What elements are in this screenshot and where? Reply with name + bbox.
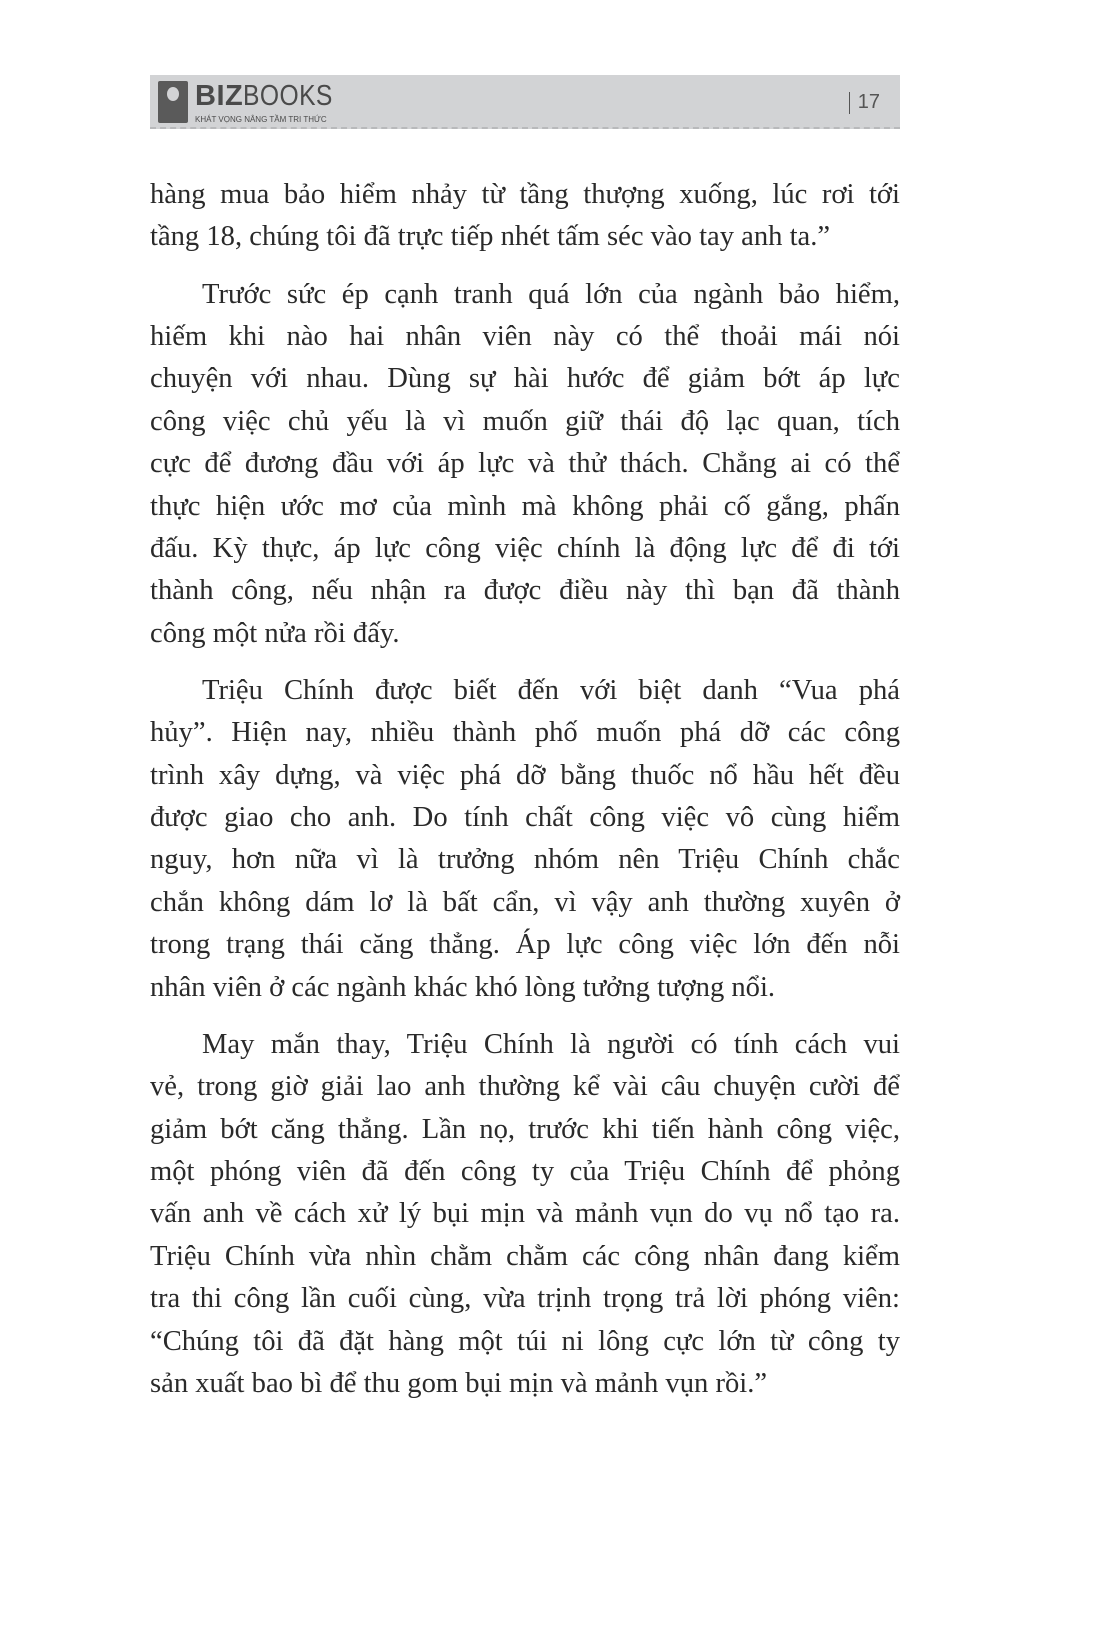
brand-name [195,80,349,112]
text-line: công việc chủ yếu là vì muốn giữ thái độ lạc quan, tích [150,405,900,437]
paragraph [150,174,900,259]
text-line: May mắn thay, Triệu Chính là người có tính cách vui [202,1028,900,1060]
text-line: Triệu Chính được biết đến với biệt danh “Vua phá [202,674,900,706]
text-line: Triệu Chính vừa nhìn chằm chằm các công nhân đang kiểm [150,1240,900,1272]
text-line: trong trạng thái căng thẳng. Áp lực công việc lớn đến nỗi [150,929,900,961]
text-line: hiếm khi nào hai nhân viên này có thể thoải mái nói [150,320,900,352]
paragraph [150,274,900,656]
text-line: vẻ, trong giờ giải lao anh thường kể vài câu chuyện cười để [150,1071,900,1103]
text-line: công một nửa rồi đấy. [150,617,400,649]
text-line: thành công, nếu nhận ra được điều này thì bạn đã thành [150,575,900,607]
body-text [150,174,900,1420]
text-line: hàng mua bảo hiểm nhảy từ tầng thượng xuống, lúc rơi tới [150,179,900,210]
text-line: một phóng viên đã đến công ty của Triệu Chính để phỏng [150,1155,900,1187]
text-line: nguy, hơn nữa vì là trưởng nhóm nên Triệu Chính chắc [150,844,900,876]
brand-tagline: KHÁT VỌNG NÂNG TẦM TRI THỨC [195,115,327,124]
running-header [150,75,900,129]
text-line: hủy”. Hiện nay, nhiều thành phố muốn phá dỡ các công [150,717,900,749]
text-line: thực hiện ước mơ của mình mà không phải cố gắng, phấn [150,490,900,522]
text-line: cực để đương đầu với áp lực và thử thách. Chẳng ai có thể [150,448,900,480]
text-line: chắn không dám lơ là bất cẩn, vì vậy anh thường xuyên ở [150,886,900,918]
text-line: sản xuất bao bì để thu gom bụi mịn và mảnh vụn rồi.” [150,1367,768,1399]
page-number [849,91,880,114]
page-number-text: 17 [857,91,880,113]
brand-bold: BIZ [195,80,244,112]
text-line: chuyện với nhau. Dùng sự hài hước để giảm bớt áp lực [150,363,900,395]
text-line: trình xây dựng, và việc phá dỡ bằng thuốc nổ hầu hết đều [150,759,900,791]
text-line: được giao cho anh. Do tính chất công việc vô cùng hiểm [150,802,900,834]
text-line: vấn anh về cách xử lý bụi mịn và mảnh vụn do vụ nổ tạo ra. [150,1198,900,1230]
bizbooks-logo-icon [158,81,188,123]
text-line: tầng 18, chúng tôi đã trực tiếp nhét tấm séc vào tay anh ta.” [150,221,831,253]
paragraph [150,1024,900,1406]
text-line: tra thi công lần cuối cùng, vừa trịnh trọng trả lời phóng viên: [150,1283,900,1315]
text-line: nhân viên ở các ngành khác khó lòng tưởng tượng nổi. [150,971,776,1003]
divider [849,92,850,114]
paragraph [150,670,900,1009]
text-line: giảm bớt căng thẳng. Lần nọ, trước khi tiến hành công việc, [150,1113,900,1145]
text-line: Trước sức ép cạnh tranh quá lớn của ngành bảo hiểm, [202,278,900,310]
brand-light: BOOKS [243,80,334,112]
text-line: đấu. Kỳ thực, áp lực công việc chính là động lực để đi tới [150,532,900,564]
text-line: “Chúng tôi đã đặt hàng một túi ni lông cực lớn từ công ty [150,1325,900,1357]
